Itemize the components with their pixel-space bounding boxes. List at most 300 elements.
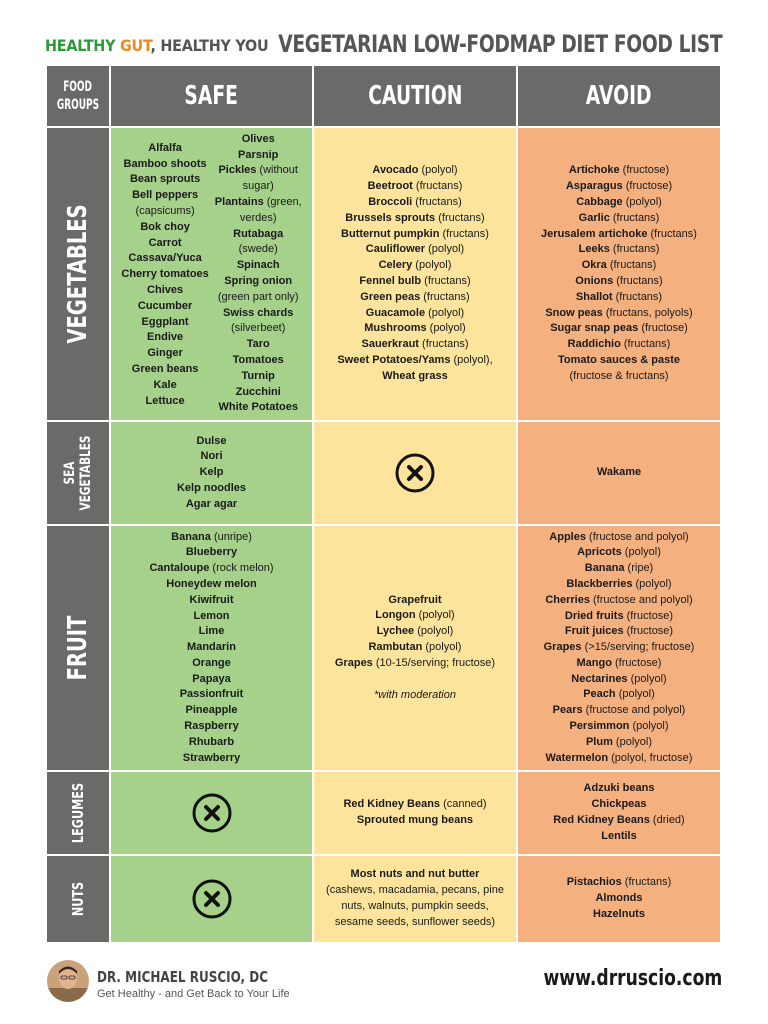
list-item: [149, 751, 273, 767]
list-item: [337, 227, 492, 243]
list-item: [544, 624, 695, 640]
list-item: [541, 353, 697, 369]
list-item: [337, 163, 492, 179]
list-item: [326, 915, 504, 931]
item-note: (ripe): [624, 562, 654, 575]
row-label-nuts-text: NUTS: [69, 881, 87, 917]
header-caution: [314, 66, 516, 126]
item-note: (fructans): [613, 275, 663, 287]
item-note: (fructose and polyol): [585, 530, 689, 543]
brand-gut: GUT: [119, 36, 151, 55]
list-item: [337, 290, 492, 306]
item-note: (polyol, fructose): [608, 751, 693, 764]
item-name: Longon: [375, 609, 416, 622]
item-name: Blueberry: [185, 546, 238, 559]
list-item: [149, 609, 273, 625]
item-name: Cabbage: [576, 196, 623, 209]
nuts-caution-cell: [314, 856, 516, 942]
legumes-safe-cell: [111, 772, 312, 854]
item-name: Garlic: [578, 211, 610, 224]
item-name: Brussels sprouts: [345, 211, 436, 224]
list-item: [541, 179, 697, 195]
item-note: (fructans): [609, 211, 660, 224]
item-name: Parsnip: [238, 148, 279, 161]
list-item: [337, 369, 492, 385]
item-note: (green part only): [217, 290, 299, 303]
list-item: [541, 211, 697, 227]
item-name: Strawberry: [182, 751, 241, 764]
sea-avoid-cell: [518, 422, 720, 524]
item-name: Plum: [585, 735, 613, 748]
list-item: [121, 283, 208, 299]
item-note: (fructans): [420, 290, 470, 303]
item-name: Cauliflower: [365, 243, 426, 256]
item-name: Mushrooms: [364, 322, 427, 335]
item-name: Bamboo shoots: [123, 157, 207, 170]
item-note: (dried): [649, 814, 685, 826]
list-item: [541, 337, 697, 353]
item-name: Jerusalem artichoke: [541, 227, 648, 240]
footer-tagline: Get Healthy - and Get Back to Your Life: [97, 988, 290, 1000]
item-name: Turnip: [241, 369, 275, 382]
list-item: [337, 337, 492, 353]
item-name: Dried fruits: [564, 609, 624, 622]
item-name: Wakame: [596, 466, 642, 479]
list-item: [541, 290, 697, 306]
list-item: [177, 449, 246, 465]
list-item: [553, 781, 684, 797]
item-name: Sugar snap peas: [550, 322, 639, 335]
food-table: [47, 66, 720, 942]
list-item: [541, 227, 697, 243]
footer-website-link[interactable]: www.drruscio.com: [543, 966, 722, 991]
item-name: Pineapple: [185, 704, 238, 717]
list-item: [121, 172, 208, 188]
list-item: [544, 530, 695, 546]
item-name: Apricots: [577, 546, 622, 559]
item-name: Orange: [192, 656, 231, 669]
item-name: Bell peppers: [132, 189, 199, 202]
list-item: [215, 242, 302, 258]
item-name: Ginger: [147, 347, 183, 360]
item-note: (rock melon): [209, 562, 274, 575]
item-name: Spring onion: [224, 275, 293, 287]
item-note: (fructans): [647, 227, 697, 240]
item-note: (silverbeet): [231, 322, 286, 335]
list-item: [149, 687, 273, 703]
item-name: Shallot: [575, 290, 613, 303]
item-note: (fructans): [439, 227, 489, 240]
list-item: [149, 545, 273, 561]
list-item: [541, 369, 697, 385]
item-name: Grapefruit: [388, 593, 442, 606]
item-note: (fructose): [638, 322, 688, 335]
list-item: [121, 315, 208, 331]
item-name: Rambutan: [368, 641, 423, 653]
item-note: (canned): [440, 798, 487, 811]
nuts-safe-cell: [111, 856, 312, 942]
item-name: Red Kidney Beans: [343, 798, 441, 811]
item-name: Chives: [147, 284, 184, 296]
header-safe-label: SAFE: [184, 81, 239, 111]
list-item: [215, 195, 302, 211]
item-name: Cherry tomatoes: [121, 268, 209, 281]
list-item: [215, 369, 302, 385]
list-item: [215, 400, 302, 416]
list-item: [215, 385, 302, 401]
list-item: [544, 593, 695, 609]
list-item: [121, 346, 208, 362]
sea-safe-cell: [111, 422, 312, 524]
item-name: Peach: [583, 688, 616, 701]
item-name: Asparagus: [565, 180, 623, 193]
item-note: (polyol): [425, 243, 465, 256]
item-name: Raddichio: [567, 338, 621, 351]
item-name: Alfalfa: [148, 141, 182, 154]
item-name: Raspberry: [184, 720, 239, 733]
vegetables-safe-list-col2: [215, 132, 302, 416]
item-note: (swede): [238, 243, 278, 256]
list-item: [121, 236, 208, 252]
item-note: (polyol): [415, 609, 455, 622]
item-name: Swiss chards: [223, 306, 294, 319]
list-item: [121, 299, 208, 315]
item-note: (fructose): [619, 164, 670, 177]
list-item: [121, 362, 208, 378]
list-item: [121, 141, 208, 157]
list-item: [121, 267, 208, 283]
item-name: Tomatoes: [232, 353, 284, 366]
list-item: [177, 497, 246, 513]
vegetables-safe-cell: [111, 128, 312, 420]
header-avoid-label: AVOID: [586, 81, 652, 111]
item-note: (polyol): [422, 641, 462, 653]
item-name: Cassava/Yuca: [128, 252, 202, 265]
item-note: (>15/serving; fructose): [581, 641, 695, 654]
item-name: Grapes: [543, 641, 582, 654]
item-name: Tomato sauces & paste: [557, 353, 681, 366]
x-circle-icon: [192, 879, 232, 919]
item-name: Dulse: [196, 434, 227, 447]
row-label-nuts: [47, 856, 109, 942]
list-item: [215, 274, 302, 290]
x-circle-icon: [395, 453, 435, 493]
item-note: (green,: [263, 196, 302, 209]
list-item: [215, 321, 302, 337]
item-note: (fructans, polyols): [602, 306, 693, 319]
list-item: [121, 330, 208, 346]
item-name: Chickpeas: [591, 798, 647, 811]
list-item: [553, 813, 684, 829]
header-safe: [111, 66, 312, 126]
list-item: [121, 204, 208, 220]
item-note: (polyol),: [450, 353, 493, 366]
list-item: [326, 883, 504, 899]
list-item: [541, 306, 697, 322]
fruit-avoid-cell: [518, 526, 720, 770]
item-note: (polyol): [426, 322, 466, 335]
item-name: Butternut pumpkin: [341, 227, 440, 240]
list-item: [544, 672, 695, 688]
item-name: Nori: [200, 450, 223, 463]
x-circle-icon: [192, 793, 232, 833]
item-note: (fructose): [623, 609, 674, 622]
brand-logo-text: [45, 36, 268, 55]
item-name: Kelp: [199, 466, 224, 479]
item-name: Apples: [549, 530, 586, 543]
list-item: [553, 797, 684, 813]
item-name: Pickles: [218, 164, 257, 177]
list-item: [149, 577, 273, 593]
item-name: Taro: [246, 338, 270, 351]
list-item: [149, 719, 273, 735]
item-note: (polyol): [425, 306, 465, 319]
item-name: Green beans: [131, 362, 199, 375]
list-item: [215, 148, 302, 164]
item-note: verdes): [239, 211, 277, 224]
item-note: (polyol): [615, 688, 655, 701]
item-note: sesame seeds, sunflower seeds): [334, 915, 496, 928]
item-name: Okra: [581, 259, 607, 272]
item-name: Papaya: [192, 672, 231, 685]
list-item: [215, 227, 302, 243]
item-name: Lemon: [193, 609, 230, 622]
list-item: [567, 891, 672, 907]
legumes-avoid-cell: [518, 772, 720, 854]
item-name: Adzuki beans: [583, 782, 655, 795]
fruit-safe-cell: [111, 526, 312, 770]
list-item: [544, 561, 695, 577]
list-item: [215, 179, 302, 195]
brand-healthy-you: , HEALTHY YOU: [150, 36, 269, 55]
item-name: Eggplant: [141, 315, 189, 328]
item-note: (cashews, macadamia, pecans, pine: [326, 884, 504, 897]
row-label-legumes-text: LEGUMES: [69, 782, 87, 844]
item-name: Beetroot: [367, 180, 413, 193]
list-item: [337, 321, 492, 337]
item-name: Persimmon: [569, 720, 630, 733]
list-item: [544, 545, 695, 561]
list-item: [337, 242, 492, 258]
footer-author-name: DR. MICHAEL RUSCIO, DC: [97, 968, 269, 986]
list-item: [149, 593, 273, 609]
brand-healthy: HEALTHY: [45, 36, 120, 55]
vegetables-safe-list-col1: [121, 132, 208, 410]
item-note: (polyol): [621, 546, 661, 559]
fruit-safe-list: [149, 530, 273, 767]
item-note: (fructans): [609, 243, 660, 256]
item-name: Sprouted mung beans: [356, 814, 474, 826]
list-item: [553, 829, 684, 845]
avatar: [47, 960, 89, 1002]
list-item: [335, 640, 495, 656]
item-note: (fructans): [435, 211, 485, 224]
list-item: [326, 899, 504, 915]
item-name: Avocado: [372, 164, 419, 177]
item-note: (fructose): [611, 656, 662, 669]
list-item: [335, 608, 495, 624]
item-name: Kelp noodles: [176, 481, 247, 494]
item-name: Endive: [147, 331, 184, 344]
item-note: (fructose): [622, 180, 673, 193]
item-name: Lentils: [601, 829, 637, 842]
list-item: [149, 530, 273, 546]
list-item: [149, 735, 273, 751]
list-item: [544, 609, 695, 625]
item-note: (fructose and polyol): [589, 593, 693, 606]
item-name: Red Kidney Beans: [553, 814, 650, 826]
header-avoid: [518, 66, 720, 126]
header-food-groups-line2: GROUPS: [56, 97, 100, 113]
item-name: Rutabaga: [233, 227, 284, 240]
list-item: [544, 640, 695, 656]
fruit-caution-note: *with moderation: [374, 688, 456, 701]
sea-avoid-list: [597, 465, 641, 481]
list-item: [215, 163, 302, 179]
list-item: [177, 481, 246, 497]
list-item: [121, 251, 208, 267]
fruit-avoid-list: [544, 530, 695, 767]
list-item: [541, 195, 697, 211]
list-item: [337, 353, 492, 369]
list-item: [337, 195, 492, 211]
list-item: [215, 258, 302, 274]
item-note: (fructans): [620, 338, 671, 351]
row-label-fruit-text: FRUIT: [63, 615, 93, 681]
item-name: Hazelnuts: [593, 907, 645, 920]
list-item: [541, 321, 697, 337]
list-item: [337, 274, 492, 290]
list-item: [121, 220, 208, 236]
item-name: Wheat grass: [382, 369, 448, 382]
item-name: Bean sprouts: [129, 173, 201, 186]
item-note: (unripe): [210, 530, 252, 543]
legumes-caution-list: [343, 797, 486, 829]
nuts-avoid-list: [567, 875, 672, 922]
row-label-vegetables-text: VEGETABLES: [63, 204, 94, 344]
item-name: Mango: [576, 656, 612, 669]
item-name: Passionfruit: [179, 688, 244, 701]
list-item: [337, 306, 492, 322]
item-note: (fructans): [421, 275, 471, 287]
list-item: [215, 306, 302, 322]
list-item: [149, 640, 273, 656]
list-item: [337, 258, 492, 274]
item-name: Carrot: [148, 236, 182, 249]
item-name: Zucchini: [235, 385, 281, 398]
list-item: [121, 394, 208, 410]
list-item: [544, 577, 695, 593]
header-caution-label: CAUTION: [367, 81, 463, 111]
item-name: Onions: [575, 275, 614, 287]
item-note: (polyol): [612, 735, 652, 748]
item-note: (polyol): [622, 196, 662, 209]
list-item: [121, 378, 208, 394]
vegetables-caution-list: [337, 163, 492, 384]
vegetables-avoid-cell: [518, 128, 720, 420]
item-note: (10-15/serving; fructose): [372, 656, 496, 669]
list-item: [544, 719, 695, 735]
list-item: [541, 163, 697, 179]
vegetables-avoid-list: [541, 163, 697, 384]
list-item: [337, 179, 492, 195]
list-item: [149, 703, 273, 719]
item-name: Snow peas: [545, 306, 603, 319]
item-name: Celery: [378, 259, 413, 272]
list-item: [215, 353, 302, 369]
list-item: [343, 813, 486, 829]
header-food-groups-line1: FOOD: [63, 79, 93, 95]
nuts-avoid-cell: [518, 856, 720, 942]
item-name: Bok choy: [140, 220, 190, 233]
list-item: [335, 656, 495, 672]
row-label-vegetables: [47, 128, 109, 420]
list-item: [343, 797, 486, 813]
item-name: Banana: [584, 562, 625, 575]
item-note: (polyol): [418, 164, 458, 177]
item-note: (polyol): [629, 720, 669, 733]
list-item: [215, 211, 302, 227]
list-item: [215, 132, 302, 148]
sea-caution-cell: [314, 422, 516, 524]
list-item: [149, 624, 273, 640]
item-name: Lettuce: [145, 394, 185, 407]
item-note: (without: [256, 164, 298, 177]
item-name: Guacamole: [365, 306, 426, 319]
item-name: White Potatoes: [218, 401, 298, 414]
item-name: Grapes: [334, 656, 373, 669]
item-name: Blackberries: [566, 577, 633, 590]
item-note: (fructans): [412, 180, 463, 193]
row-label-legumes: [47, 772, 109, 854]
item-note: (polyol): [412, 259, 452, 272]
item-note: (fructans): [621, 876, 672, 889]
list-item: [215, 290, 302, 306]
item-name: Cantaloupe: [149, 562, 210, 575]
item-name: Fruit juices: [564, 625, 624, 638]
row-label-sea-vegetables: [47, 422, 109, 524]
nuts-caution-list: [326, 867, 504, 930]
list-item: [541, 242, 697, 258]
fruit-caution-cell: [314, 526, 516, 770]
list-item: [544, 751, 695, 767]
item-note: (fructose and polyol): [582, 704, 686, 717]
legumes-avoid-list: [553, 781, 684, 844]
row-label-fruit: [47, 526, 109, 770]
item-note: (capsicums): [135, 205, 195, 218]
row-label-sea-vegetables-text: [62, 436, 94, 511]
item-name: Leeks: [578, 243, 610, 256]
item-note: (fructans): [412, 196, 462, 209]
item-name: Almonds: [595, 892, 643, 905]
list-item: [121, 188, 208, 204]
sea-safe-list: [177, 434, 246, 513]
list-item: [541, 258, 697, 274]
fruit-caution-list: [335, 593, 495, 672]
legumes-caution-cell: [314, 772, 516, 854]
item-note: sugar): [242, 180, 274, 193]
list-item: [335, 624, 495, 640]
list-item: [544, 656, 695, 672]
item-note: (fructans): [418, 338, 469, 351]
item-name: Spinach: [236, 259, 280, 272]
list-item: [597, 465, 641, 481]
header-food-groups: [47, 66, 109, 126]
list-item: [541, 274, 697, 290]
item-name: Nectarines: [571, 672, 628, 685]
list-item: [337, 211, 492, 227]
item-name: Fennel bulb: [359, 275, 422, 287]
